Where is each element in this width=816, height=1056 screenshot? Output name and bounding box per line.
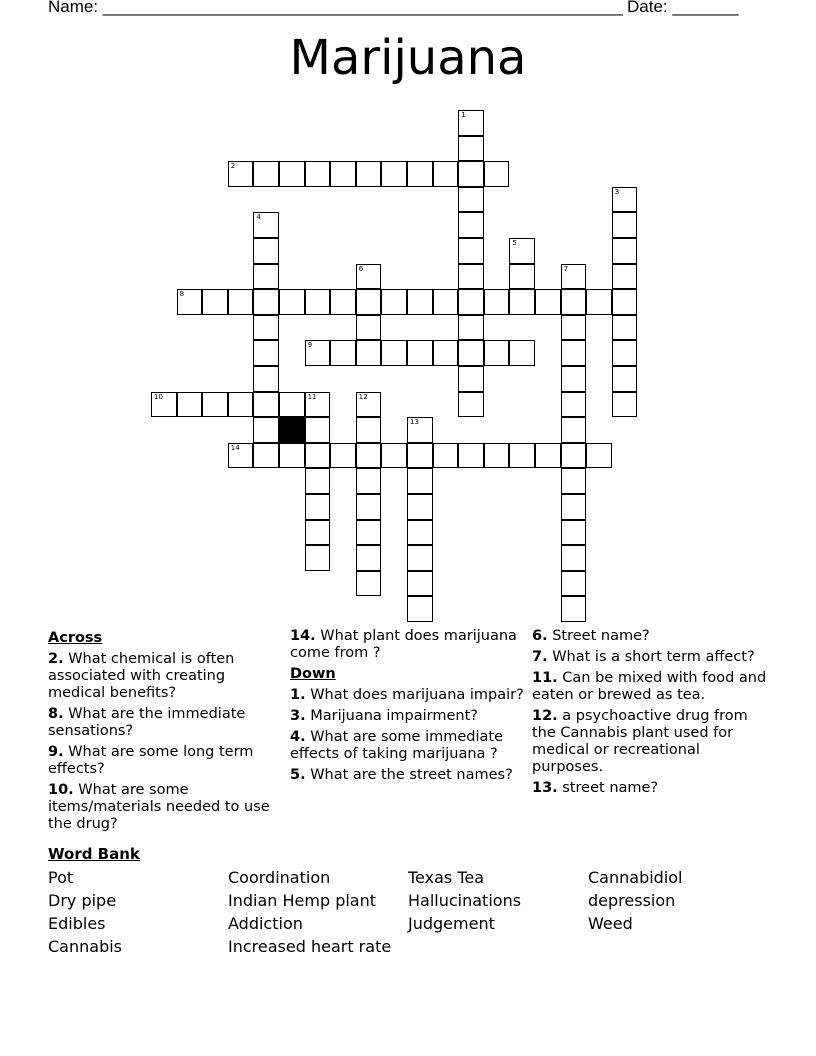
- crossword-cell[interactable]: [612, 212, 638, 238]
- down-clue-7: 7. What is a short term affect?: [532, 649, 755, 665]
- crossword-cell[interactable]: [458, 187, 484, 213]
- crossword-cell[interactable]: [561, 340, 587, 366]
- crossword-cell[interactable]: [458, 161, 484, 187]
- crossword-cell[interactable]: [561, 366, 587, 392]
- crossword-cell[interactable]: [561, 315, 587, 341]
- down-clue-3: 3. Marijuana impairment?: [290, 708, 478, 724]
- crossword-cell[interactable]: [279, 392, 305, 418]
- down-clue-5: 5. What are the street names?: [290, 767, 513, 783]
- clue-number: 8: [179, 290, 185, 299]
- crossword-cell[interactable]: [407, 596, 433, 622]
- crossword-cell[interactable]: [253, 238, 279, 264]
- crossword-cell[interactable]: [407, 289, 433, 315]
- crossword-cell[interactable]: [561, 494, 587, 520]
- crossword-cell[interactable]: [407, 494, 433, 520]
- crossword-cell[interactable]: [612, 392, 638, 418]
- crossword-cell[interactable]: [305, 289, 331, 315]
- crossword-cell[interactable]: [433, 443, 459, 469]
- down-clue-6: 6. Street name?: [532, 628, 650, 644]
- crossword-cell[interactable]: [458, 340, 484, 366]
- word-bank-item: Pot: [48, 868, 74, 887]
- name-field-label: Name: _______________________________________________________: [48, 0, 623, 16]
- crossword-cell[interactable]: [330, 161, 356, 187]
- crossword-cell[interactable]: [381, 340, 407, 366]
- clue-number: 7: [563, 264, 569, 273]
- crossword-cell[interactable]: [305, 494, 331, 520]
- down-clue-4: 4. What are some immediate effects of taking marijuana ?: [290, 729, 503, 762]
- crossword-cell[interactable]: [305, 392, 331, 418]
- crossword-cell[interactable]: [612, 366, 638, 392]
- clue-column-2: [290, 628, 526, 788]
- word-bank-item: Addiction: [228, 914, 303, 933]
- crossword-cell[interactable]: [305, 340, 331, 366]
- word-bank-item: Increased heart rate: [228, 937, 392, 956]
- crossword-cell[interactable]: [561, 443, 587, 469]
- word-bank-item: depression: [588, 891, 676, 910]
- crossword-cell[interactable]: [535, 289, 561, 315]
- across-clue-9: 9. What are some long term effects?: [48, 744, 254, 777]
- crossword-cell[interactable]: [458, 136, 484, 162]
- crossword-cell[interactable]: [484, 289, 510, 315]
- crossword-cell[interactable]: [561, 289, 587, 315]
- crossword-cell[interactable]: [458, 212, 484, 238]
- clue-number: 2: [230, 162, 236, 171]
- crossword-cell[interactable]: [407, 417, 433, 443]
- word-bank-item: Texas Tea: [408, 868, 485, 887]
- crossword-black-cell: [279, 417, 305, 443]
- crossword-cell[interactable]: [458, 392, 484, 418]
- across-heading: Across: [48, 630, 103, 646]
- crossword-cell[interactable]: [561, 596, 587, 622]
- crossword-cell[interactable]: [305, 468, 331, 494]
- word-bank-item: Dry pipe: [48, 891, 117, 910]
- crossword-cell[interactable]: [253, 340, 279, 366]
- word-bank-item: Coordination: [228, 868, 331, 887]
- crossword-cell[interactable]: [484, 443, 510, 469]
- crossword-cell[interactable]: [228, 443, 254, 469]
- across-clue-8: 8. What are the immediate sensations?: [48, 706, 246, 739]
- crossword-cell[interactable]: [305, 545, 331, 571]
- crossword-cell[interactable]: [356, 289, 382, 315]
- crossword-cell[interactable]: [356, 520, 382, 546]
- crossword-cell[interactable]: [305, 417, 331, 443]
- crossword-cell[interactable]: [484, 161, 510, 187]
- crossword-cell[interactable]: [253, 443, 279, 469]
- crossword-cell[interactable]: [407, 545, 433, 571]
- clue-number: 14: [230, 443, 240, 452]
- crossword-cell[interactable]: [509, 340, 535, 366]
- down-clue-13: 13. street name?: [532, 780, 659, 796]
- word-bank-item: Cannabis: [48, 937, 122, 956]
- crossword-cell[interactable]: [305, 443, 331, 469]
- crossword-cell[interactable]: [612, 340, 638, 366]
- crossword-cell[interactable]: [612, 187, 638, 213]
- crossword-cell[interactable]: [356, 443, 382, 469]
- crossword-cell[interactable]: [509, 238, 535, 264]
- crossword-cell[interactable]: [509, 264, 535, 290]
- crossword-cell[interactable]: [433, 289, 459, 315]
- crossword-cell[interactable]: [356, 545, 382, 571]
- word-bank-item: Weed: [588, 914, 633, 933]
- crossword-cell[interactable]: [177, 289, 203, 315]
- crossword-cell[interactable]: [253, 315, 279, 341]
- clue-number: 9: [307, 341, 313, 350]
- clue-number: 13: [410, 418, 419, 427]
- crossword-cell[interactable]: [151, 392, 177, 418]
- down-heading: Down: [290, 666, 336, 682]
- crossword-cell[interactable]: [612, 264, 638, 290]
- crossword-cell[interactable]: [330, 289, 356, 315]
- crossword-cell[interactable]: [458, 238, 484, 264]
- crossword-cell[interactable]: [433, 161, 459, 187]
- crossword-cell[interactable]: [561, 392, 587, 418]
- crossword-cell[interactable]: [407, 340, 433, 366]
- crossword-cell[interactable]: [561, 417, 587, 443]
- down-clue-11: 11. Can be mixed with food and eaten or brewed as tea.: [532, 670, 767, 703]
- crossword-cell[interactable]: [561, 264, 587, 290]
- crossword-cell[interactable]: [228, 161, 254, 187]
- crossword-cell[interactable]: [381, 443, 407, 469]
- clue-column-3: [532, 628, 768, 801]
- crossword-cell[interactable]: [612, 315, 638, 341]
- word-bank-heading: Word Bank: [48, 845, 140, 863]
- crossword-cell[interactable]: [305, 161, 331, 187]
- clue-number: 1: [461, 111, 466, 119]
- across-clue-14: 14. What plant does marijuana come from ?: [290, 628, 517, 661]
- crossword-cell[interactable]: [356, 161, 382, 187]
- down-clue-1: 1. What does marijuana impair?: [290, 687, 524, 703]
- crossword-cell[interactable]: [253, 366, 279, 392]
- crossword-cell[interactable]: [458, 315, 484, 341]
- clue-number: 10: [154, 392, 163, 401]
- crossword-cell[interactable]: [253, 264, 279, 290]
- crossword-cell[interactable]: [509, 289, 535, 315]
- crossword-cell[interactable]: [330, 340, 356, 366]
- clue-column-1: [48, 628, 284, 837]
- date-field-label: Date: _______: [627, 0, 739, 16]
- crossword-cell[interactable]: [458, 366, 484, 392]
- crossword-cell[interactable]: [458, 289, 484, 315]
- crossword-cell[interactable]: [458, 110, 484, 136]
- crossword-cell[interactable]: [356, 315, 382, 341]
- crossword-cell[interactable]: [433, 340, 459, 366]
- clue-number: 3: [614, 187, 620, 196]
- crossword-cell[interactable]: [279, 443, 305, 469]
- crossword-cell[interactable]: [561, 520, 587, 546]
- crossword-cell[interactable]: [202, 289, 228, 315]
- word-bank-item: Cannabidiol: [588, 868, 683, 887]
- clue-number: 12: [358, 392, 368, 401]
- crossword-cell[interactable]: [509, 443, 535, 469]
- crossword-cell[interactable]: [253, 289, 279, 315]
- crossword-cell[interactable]: [535, 443, 561, 469]
- crossword-cell[interactable]: [586, 289, 612, 315]
- crossword-cell[interactable]: [177, 392, 203, 418]
- across-clue-10: 10. What are some items/materials needed to use the drug?: [48, 782, 270, 832]
- crossword-cell[interactable]: [612, 238, 638, 264]
- page-title: Marijuana: [289, 30, 527, 86]
- crossword-cell[interactable]: [253, 212, 279, 238]
- across-clue-2: 2. What chemical is often associated with creating medical benefits?: [48, 651, 235, 701]
- crossword-cell[interactable]: [407, 443, 433, 469]
- clue-number: 11: [307, 392, 317, 401]
- down-clue-12: 12. a psychoactive drug from the Cannabis plant used for medical or recreational purposes.: [532, 708, 748, 775]
- clue-number: 4: [256, 213, 261, 222]
- crossword-cell[interactable]: [407, 161, 433, 187]
- crossword-cell[interactable]: [253, 392, 279, 418]
- word-bank-item: Edibles: [48, 914, 106, 933]
- crossword-cell[interactable]: [279, 289, 305, 315]
- crossword-cell[interactable]: [561, 545, 587, 571]
- crossword-cell[interactable]: [458, 264, 484, 290]
- crossword-cell[interactable]: [407, 520, 433, 546]
- crossword-cell[interactable]: [561, 468, 587, 494]
- crossword-cell[interactable]: [253, 161, 279, 187]
- crossword-cell[interactable]: [356, 571, 382, 597]
- crossword-cell[interactable]: [356, 468, 382, 494]
- crossword-cell[interactable]: [356, 264, 382, 290]
- crossword-cell[interactable]: [586, 443, 612, 469]
- word-bank-item: Hallucinations: [408, 891, 522, 910]
- crossword-cell[interactable]: [279, 161, 305, 187]
- crossword-cell[interactable]: [561, 571, 587, 597]
- crossword-cell[interactable]: [305, 520, 331, 546]
- crossword-cell[interactable]: [458, 443, 484, 469]
- crossword-cell[interactable]: [484, 340, 510, 366]
- crossword-cell[interactable]: [407, 468, 433, 494]
- crossword-cell[interactable]: [381, 289, 407, 315]
- crossword-cell[interactable]: [228, 392, 254, 418]
- crossword-cell[interactable]: [202, 392, 228, 418]
- crossword-cell[interactable]: [356, 340, 382, 366]
- word-bank-item: Indian Hemp plant: [228, 891, 377, 910]
- clue-number: 5: [512, 239, 517, 247]
- crossword-cell[interactable]: [356, 392, 382, 418]
- crossword-cell[interactable]: [356, 417, 382, 443]
- crossword-cell[interactable]: [330, 443, 356, 469]
- crossword-cell[interactable]: [253, 417, 279, 443]
- crossword-cell[interactable]: [356, 494, 382, 520]
- crossword-cell[interactable]: [612, 289, 638, 315]
- crossword-cell[interactable]: [228, 289, 254, 315]
- clue-number: 6: [358, 264, 364, 273]
- crossword-cell[interactable]: [381, 161, 407, 187]
- word-bank-item: Judgement: [408, 914, 495, 933]
- crossword-cell[interactable]: [407, 571, 433, 597]
